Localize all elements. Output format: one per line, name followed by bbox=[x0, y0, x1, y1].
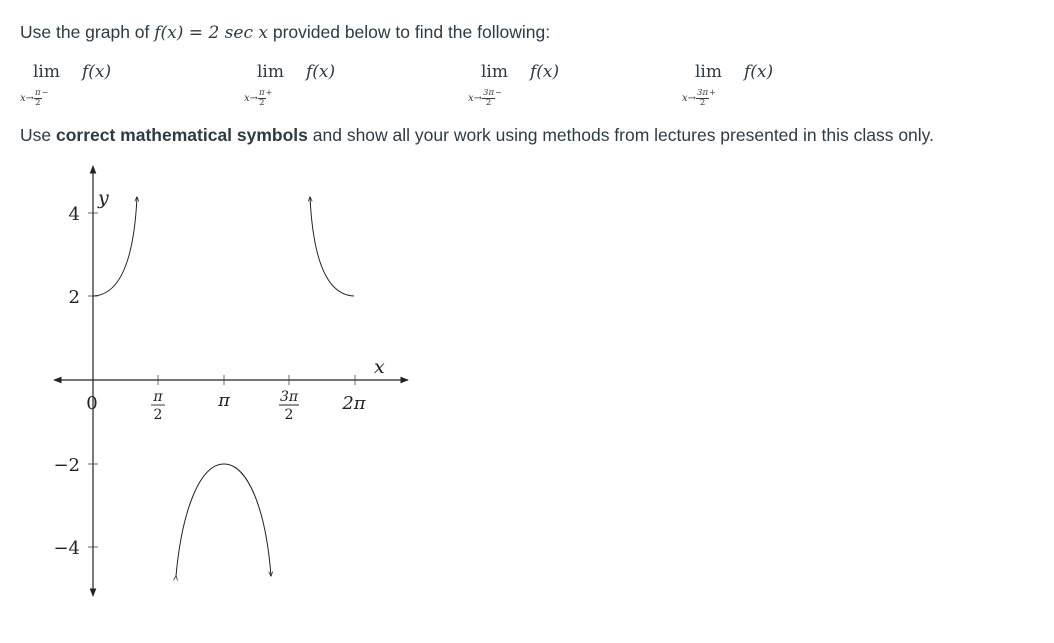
limit-2-function: f(x) bbox=[306, 62, 336, 82]
y-axis-label: y bbox=[98, 187, 109, 209]
limit-2 bbox=[244, 60, 364, 120]
instructions-emphasis: correct mathematical symbols bbox=[55, 125, 308, 145]
limit-3 bbox=[468, 60, 588, 120]
function-expression: f(x) = 2 sec x bbox=[154, 23, 268, 43]
x-tick-label-pi: π bbox=[218, 390, 230, 411]
y-tick-label-neg-2: −2 bbox=[53, 455, 80, 476]
instructions-after: and show all your work using methods from lectures presented in this class only. bbox=[307, 125, 934, 145]
limit-1-lim: lim bbox=[33, 62, 60, 82]
x-tick-label-0: 0 bbox=[86, 393, 98, 414]
intro-suffix: provided below to find the following: bbox=[267, 22, 551, 42]
intro-prefix: Use the graph of bbox=[20, 22, 155, 42]
limit-1 bbox=[20, 60, 140, 120]
svg-text:2: 2 bbox=[153, 407, 163, 423]
x-tick-label-3pi-over-2 bbox=[279, 389, 299, 423]
limit-3-lim: lim bbox=[481, 62, 508, 82]
limit-4-lim: lim bbox=[695, 62, 722, 82]
limit-1-approach: x→ $\frac{\pi}{2}$ − bbox=[20, 88, 49, 108]
curve-branch-right bbox=[310, 197, 354, 296]
limit-2-lim: lim bbox=[257, 62, 284, 82]
svg-text:2: 2 bbox=[284, 407, 294, 423]
y-tick-label-2: 2 bbox=[68, 287, 80, 308]
limit-1-function: f(x) bbox=[82, 62, 112, 82]
svg-text:3π: 3π bbox=[279, 389, 299, 405]
y-tick-label-neg-4: −4 bbox=[53, 538, 80, 559]
curve-branch-middle bbox=[176, 464, 271, 576]
svg-text:π: π bbox=[153, 389, 163, 405]
limit-4-approach: x→ $\frac{3\pi}{2}$ + bbox=[682, 88, 716, 108]
x-tick-label-pi-over-2 bbox=[151, 389, 165, 423]
secant-graph bbox=[40, 160, 420, 605]
y-tick-label-4: 4 bbox=[68, 204, 80, 225]
limit-3-approach: x→ $\frac{3\pi}{2}$ − bbox=[468, 88, 502, 108]
limit-4 bbox=[682, 60, 802, 120]
limit-3-function: f(x) bbox=[530, 62, 560, 82]
limit-2-approach: x→ $\frac{\pi}{2}$ + bbox=[244, 88, 273, 108]
intro-sentence bbox=[20, 22, 550, 43]
curve-branch-left bbox=[93, 197, 137, 296]
x-axis-label: x bbox=[374, 356, 385, 378]
instructions-before: Use bbox=[20, 125, 56, 145]
limit-4-function: f(x) bbox=[744, 62, 774, 82]
instructions bbox=[20, 125, 934, 146]
x-tick-label-2pi: 2π bbox=[342, 393, 366, 414]
